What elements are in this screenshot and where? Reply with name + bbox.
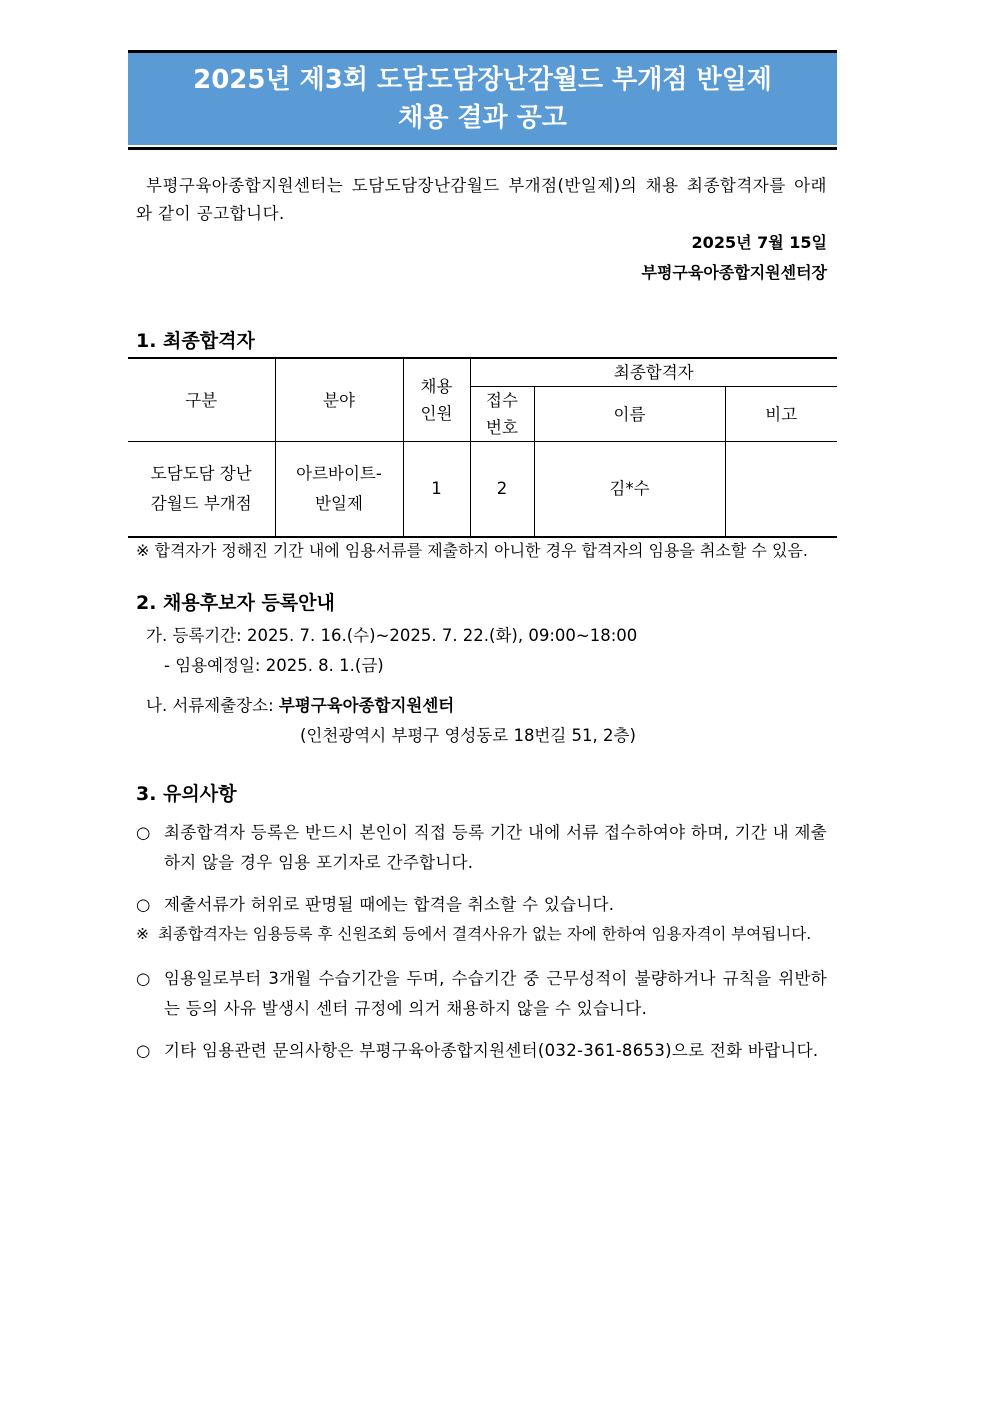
table-note: ※ 합격자가 정해진 기간 내에 임용서류를 제출하지 아니한 경우 합격자의 임용을 취소할 수 있음.	[136, 541, 808, 560]
submission-address: (인천광역시 부평구 영성동로 18번길 51, 2층)	[300, 726, 636, 745]
appointment-date: - 임용예정일: 2025. 8. 1.(금)	[164, 656, 384, 675]
registration-period: 가. 등록기간: 2025. 7. 16.(수)~2025. 7. 22.(화), 09:00~18:00	[146, 626, 638, 645]
list-item-text: 최종합격자 등록은 반드시 본인이 직접 등록 기간 내에 서류 접수하여야 하며, 기간 내 제출하지 않을 경우 임용 포기자로 간주합니다.	[164, 823, 827, 872]
submission-place-name: 부평구육아종합지원센터	[278, 696, 455, 715]
list-item	[128, 818, 837, 878]
section-2-heading: 2. 채용후보자 등록안내	[136, 592, 335, 614]
notice-date: 2025년 7월 15일	[691, 233, 827, 252]
header-name: 이름	[534, 387, 725, 442]
circle-bullet-icon: ○	[136, 1041, 151, 1060]
table-row	[128, 442, 837, 538]
list-item-text: 임용일로부터 3개월 수습기간을 두며, 수습기간 중 근무성적이 불량하거나 규칙을 위반하는 등의 사유 발생시 센터 규정에 의거 채용하지 않을 수 있습니다.	[164, 969, 827, 1018]
cell-remarks	[725, 442, 837, 538]
title-banner	[128, 50, 837, 150]
eligibility-note	[128, 920, 837, 948]
list-item-text: 기타 임용관련 문의사항은 부평구육아종합지원센터(032-361-8653)으로 전화 바랍니다.	[164, 1041, 819, 1060]
cell-receipt-no: 2	[470, 442, 534, 538]
title-line-1: 2025년 제3회 도담도담장난감월드 부개점 반일제	[193, 65, 772, 95]
list-item	[128, 890, 837, 920]
cell-name: 김*수	[534, 442, 725, 538]
submission-place	[128, 691, 837, 721]
list-item	[128, 964, 837, 1024]
circle-bullet-icon: ○	[136, 823, 151, 842]
cell-category: 도담도담 장난감월드 부개점	[128, 442, 275, 538]
header-receipt-no: 접수 번호	[470, 387, 534, 442]
notice-issuer: 부평구육아종합지원센터장	[641, 263, 827, 282]
header-remarks: 비고	[725, 387, 837, 442]
finalists-table	[128, 357, 837, 538]
header-finalists: 최종합격자	[470, 358, 837, 387]
document-page	[128, 50, 837, 1066]
list-item-text: 제출서류가 허위로 판명될 때에는 합격을 취소할 수 있습니다.	[164, 895, 615, 914]
title-line-2: 채용 결과 공고	[398, 103, 567, 133]
header-field: 분야	[275, 358, 403, 442]
submission-place-label: 나. 서류제출장소:	[146, 696, 279, 715]
list-item	[128, 1036, 837, 1066]
section-3-heading: 3. 유의사항	[136, 783, 237, 805]
section-1-heading: 1. 최종합격자	[136, 330, 255, 352]
intro-paragraph	[128, 172, 837, 228]
header-hires: 채용 인원	[403, 358, 470, 442]
intro-text: 부평구육아종합지원센터는 도담도담장난감월드 부개점(반일제)의 채용 최종합격자를 아래와 같이 공고합니다.	[136, 176, 827, 223]
circle-bullet-icon: ○	[136, 969, 151, 988]
header-category: 구분	[128, 358, 275, 442]
eligibility-note-text: 최종합격자는 임용등록 후 신원조회 등에서 결격사유가 없는 자에 한하여 임용자격이 부여됩니다.	[158, 925, 812, 943]
cell-field: 아르바이트- 반일제	[275, 442, 403, 538]
cell-hires: 1	[403, 442, 470, 538]
reference-mark-icon: ※	[136, 925, 149, 943]
circle-bullet-icon: ○	[136, 895, 151, 914]
